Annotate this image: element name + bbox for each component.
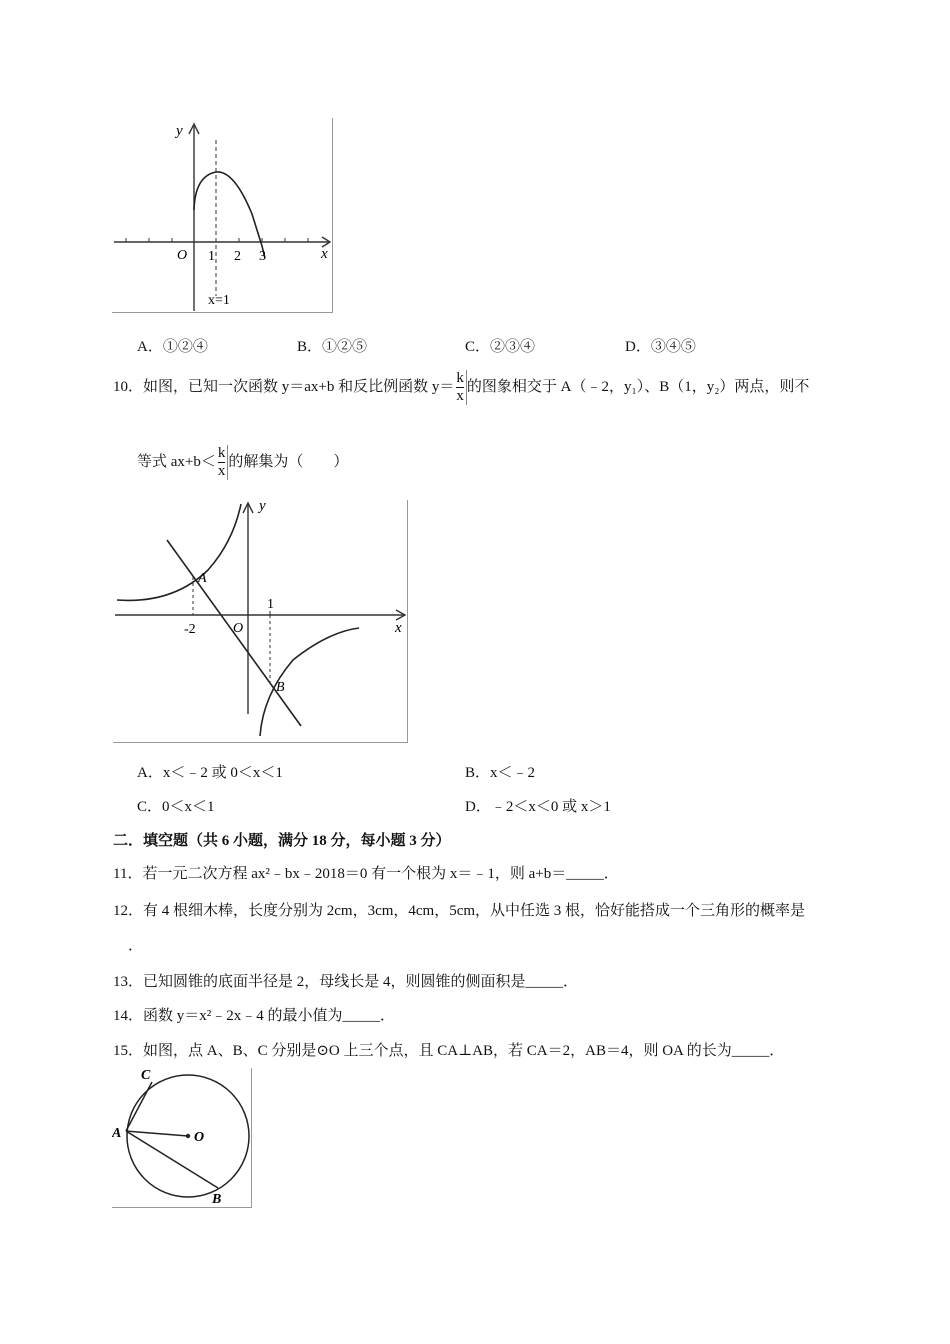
- question-12-line2: ．: [128, 938, 144, 954]
- segment-ca: [126, 1082, 152, 1131]
- section-2-heading: 二．填空题（共 6 小题，满分 18 分，每小题 3 分）: [113, 833, 451, 849]
- q9-option-b: B．①②⑤: [297, 339, 368, 355]
- segment-ab: [126, 1131, 218, 1188]
- tick-label-3: 3: [259, 249, 266, 264]
- q10-option-c: C．0＜x＜1: [137, 799, 215, 815]
- fraction-denominator: x: [217, 463, 226, 479]
- q10-question-line2: [137, 445, 348, 480]
- q10-fraction: [454, 370, 467, 405]
- tick-label-2: 2: [234, 249, 241, 264]
- point-b-label: B: [212, 1192, 222, 1207]
- tick-label-neg2: -2: [184, 622, 196, 637]
- q9-parabola-figure: [112, 118, 333, 313]
- q10-question-line1: [113, 370, 809, 405]
- parabola-curve: [194, 172, 265, 258]
- point-c-label: C: [141, 1068, 151, 1083]
- q10-line1-before: 10．如图，已知一次函数 y＝ax+b 和反比例函数 y＝: [113, 378, 455, 395]
- q9-option-c: C．②③④: [465, 339, 536, 355]
- y-axis-label: y: [259, 500, 266, 514]
- q10-option-a: A．x＜﹣2 或 0＜x＜1: [137, 765, 283, 781]
- center-label: O: [194, 1130, 205, 1145]
- y-axis-label: y: [176, 123, 183, 139]
- origin-label: O: [177, 248, 188, 263]
- fraction-denominator: x: [456, 388, 464, 404]
- q10-graph-figure: [113, 500, 408, 743]
- q9-option-d: D．③④⑤: [625, 339, 696, 355]
- question-12-line1: 12．有 4 根细木棒，长度分别为 2cm，3cm，4cm，5cm，从中任选 3 根，恰好能搭成一个三角形的概率是: [113, 903, 806, 919]
- segment-oa: [126, 1131, 188, 1136]
- hyperbola-left-branch: [117, 504, 241, 600]
- q10-line1-after: 的图象相交于 A（﹣2，y₁）、B（1，y₂）两点，则不: [466, 378, 810, 395]
- question-11: 11．若一元二次方程 ax²﹣bx﹣2018＝0 有一个根为 x＝﹣1，则 a+b＝_____．: [113, 866, 619, 882]
- q9-option-a: A．①②④: [137, 339, 208, 355]
- q10-line2-before: 等式 ax+b＜: [137, 453, 216, 470]
- origin-label: O: [233, 621, 244, 636]
- q15-circle-figure: [112, 1068, 252, 1208]
- fraction-numerator: k: [456, 370, 464, 386]
- q10-fraction-2: [216, 445, 229, 480]
- point-a-label: A: [198, 571, 207, 586]
- axis-line-label: x=1: [208, 293, 230, 308]
- point-a-label: A: [112, 1126, 122, 1141]
- fraction-numerator: k: [217, 445, 226, 461]
- question-14: 14．函数 y＝x²﹣2x﹣4 的最小值为_____．: [113, 1008, 395, 1024]
- q10-option-d: D．﹣2＜x＜0 或 x＞1: [465, 799, 611, 815]
- point-b-label: B: [276, 680, 285, 695]
- tick-label-1: 1: [208, 249, 215, 264]
- hyperbola-right-branch: [260, 628, 359, 736]
- x-axis-label: x: [395, 620, 402, 636]
- x-axis-label: x: [321, 246, 328, 262]
- q10-option-b: B．x＜﹣2: [465, 765, 536, 781]
- center-point: [186, 1134, 190, 1138]
- question-15: 15．如图，点 A、B、C 分别是⊙O 上三个点，且 CA⊥AB，若 CA＝2，AB＝4，则 OA 的长为_____．: [113, 1043, 785, 1059]
- tick-label-1: 1: [267, 597, 274, 612]
- question-13: 13．已知圆锥的底面半径是 2，母线长是 4，则圆锥的侧面积是_____．: [113, 974, 579, 990]
- q10-line2-after: 的解集为（ ）: [228, 453, 349, 470]
